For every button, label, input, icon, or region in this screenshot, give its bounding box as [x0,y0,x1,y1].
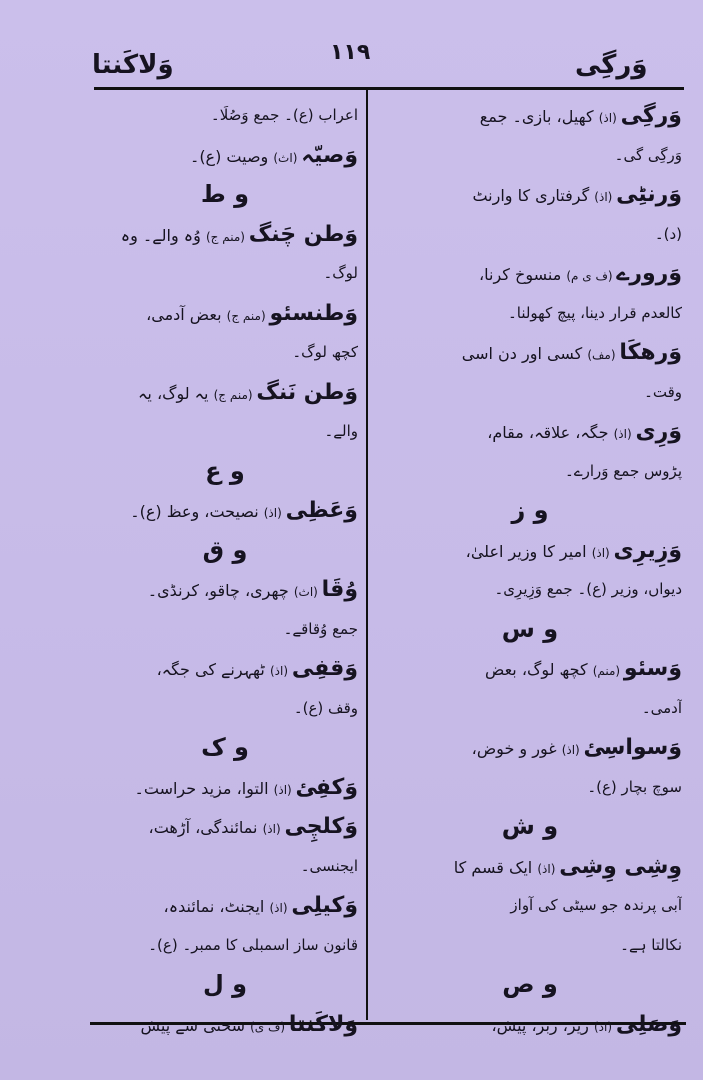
dictionary-entry [92,649,358,689]
entry-headword: وَصیّہ [301,142,358,168]
grammar-tag: (اذ) [598,111,621,125]
entry-headword: وَطن چَنگ [248,221,358,247]
definition-continuation: نکالتا ہے۔ [620,935,682,954]
grammar-tag: (منم ج) [226,308,270,323]
grammar-tag: (اذ) [269,901,292,915]
entry-headword: وَکیلِی [291,893,358,918]
entry-headword: وَسواسِئ [583,735,682,760]
definition-continuation: وقف (ع)۔ [293,698,358,717]
dictionary-entry [92,1005,358,1045]
header-rule [94,87,684,90]
dictionary-entry [378,531,682,571]
entry-definition: چھری، چاقو، کرنڈی۔ [147,581,294,600]
definition-continuation: کالعدم قرار دینا، پیچ کھولنا۔ [507,303,682,322]
section-letter-heading: و ق [202,535,248,564]
grammar-tag: (اذ) [613,427,636,441]
definition-continuation: دیواں، وزیر (ع)۔ جمع وَزِیرِی۔ [494,580,682,598]
definition-continuation: وَرگِی گی۔ [614,145,682,164]
section-letter-heading: و ص [502,970,558,998]
entry-definition: التوا، مزید حراست۔ [134,778,274,798]
definition-continuation: پڑوس جمع وَرارے۔ [565,461,682,480]
dictionary-entry [378,649,682,689]
entry-definition: وصیت (ع)۔ [189,146,274,166]
dictionary-entry [92,886,358,926]
entry-definition: سختی سے پیش [140,1015,251,1035]
entry-definition: ٹھہرنے کی جگہ، [156,660,270,679]
definition-continuation: قانون ساز اسمبلی کا ممبر۔ (ع)۔ [148,935,358,954]
entry-headword: وُقَا [321,577,358,602]
entry-headword: وَرورے [616,261,682,286]
entry-definition: منسوخ کرنا، [478,265,567,284]
grammar-tag: (اذ) [273,782,296,797]
grammar-tag: (اذ) [269,664,292,678]
section-letter-heading: و س [501,614,559,643]
grammar-tag: (ف ی) [250,1019,289,1034]
entry-definition: نمائندگی، آڑھت، [148,818,263,837]
dictionary-entry [378,847,682,887]
entry-definition: زیر، زبر، پیش، [491,1015,594,1035]
grammar-tag: (اث) [273,150,302,165]
definition-continuation: والے۔ [324,422,358,440]
entry-definition: گرفتاری کا وارنٹ [472,186,595,205]
entry-headword: وَقفِی [291,656,358,681]
entry-headword: وَزِیرِی [613,537,682,563]
section-letter-heading: و ل [202,970,248,998]
dictionary-entry [92,294,358,334]
entry-definition: ایک قسم کا [453,857,538,877]
grammar-tag: (مف) [587,348,620,362]
grammar-tag: (ف ی م) [566,269,617,283]
right-column [378,96,682,1037]
section-letter-heading: و ک [201,733,249,761]
section-letter-heading: و ش [501,812,559,840]
grammar-tag: (اذ) [593,1019,616,1034]
dictionary-entry [92,807,358,847]
dictionary-entry [378,96,682,136]
entry-headword: وَلاکَنتا [288,1011,358,1037]
dictionary-entry [92,570,358,610]
header-left-headword: وَلاکَنتا [92,50,174,80]
entry-headword: وِشِی وِشِی [559,853,682,879]
grammar-tag: (اذ) [561,743,584,757]
entry-headword: وَکلچِی [284,814,358,839]
definition-continuation: آدمی۔ [641,698,682,717]
entry-definition: یہ لوگ، یہ [138,383,214,403]
entry-definition: کچھ لوگ، بعض [484,660,593,679]
definition-continuation: کچھ لوگ۔ [292,343,358,361]
definition-continuation: اعراب (ع)۔ جمع وَصُلَا۔ [210,106,358,124]
entry-definition: نصیحت، وعظ (ع)۔ [130,502,264,521]
left-column [92,96,358,1037]
dictionary-entry [378,728,682,768]
entry-definition: غور و خوض، [471,739,562,758]
entry-definition: کسی اور دن اسی [461,344,588,363]
grammar-tag: (اذ) [591,545,614,560]
dictionary-entry [378,412,682,452]
grammar-tag: (اذ) [263,506,286,520]
dictionary-entry [378,333,682,373]
entry-headword: وَرھکَا [619,340,682,365]
entry-definition: امیر کا وزیر اعلیٰ، [465,541,592,561]
page-number: ۱۱۹ [330,40,371,65]
definition-continuation: لوگ۔ [323,264,358,282]
grammar-tag: (منم ج) [206,229,249,244]
grammar-tag: (اذ) [594,190,617,204]
header-right-headword: وَرگِی [575,50,648,80]
dictionary-entry [92,768,358,808]
definition-continuation: ایجنسی۔ [300,856,358,875]
section-letter-heading: و ط [200,180,250,208]
dictionary-entry [92,491,358,531]
definition-continuation: وقت۔ [644,382,682,401]
dictionary-entry [378,1005,682,1045]
entry-headword: وَرگِی [620,103,682,128]
definition-continuation: سوچ بچار (ع)۔ [587,777,682,796]
entry-headword: وَطنسئو [269,300,358,326]
grammar-tag: (اث) [293,585,322,599]
entry-headword: وَعَظِی [285,498,358,523]
dictionary-entry [92,373,358,413]
column-divider [366,90,368,1020]
definition-continuation: آبی پرندہ جو سیٹی کی آواز [510,896,682,914]
entry-definition: وُہ والے۔ وہ [120,225,206,245]
section-letter-heading: و ز [511,496,549,524]
entry-headword: وَسئو [623,656,682,681]
entry-headword: وَرنٹِی [616,182,682,207]
dictionary-entry [378,175,682,215]
entry-definition: ایجنٹ، نمائندہ، [163,897,270,916]
definition-continuation: جمع وُقاقے۔ [283,619,358,638]
page-header [0,40,703,90]
dictionary-entry [378,254,682,294]
grammar-tag: (اذ) [262,822,285,836]
dictionary-entry [92,136,358,176]
entry-definition: کھیل، بازی۔ جمع [479,107,599,126]
entry-definition: جگہ، علاقہ، مقام، [487,423,614,442]
entry-headword: وَرِی [635,419,682,444]
grammar-tag: (منم) [592,664,624,678]
entry-headword: وَکفِئ [295,774,358,800]
entry-headword: وَصَلِی [615,1011,682,1037]
grammar-tag: (منم ج) [213,387,257,402]
section-letter-heading: و ع [205,456,245,485]
grammar-tag: (اذ) [537,861,560,876]
dictionary-entry [92,215,358,255]
entry-headword: وَطن نَنگ [256,379,358,405]
definition-continuation: (د)۔ [654,224,682,243]
entry-definition: بعض آدمی، [146,304,227,324]
